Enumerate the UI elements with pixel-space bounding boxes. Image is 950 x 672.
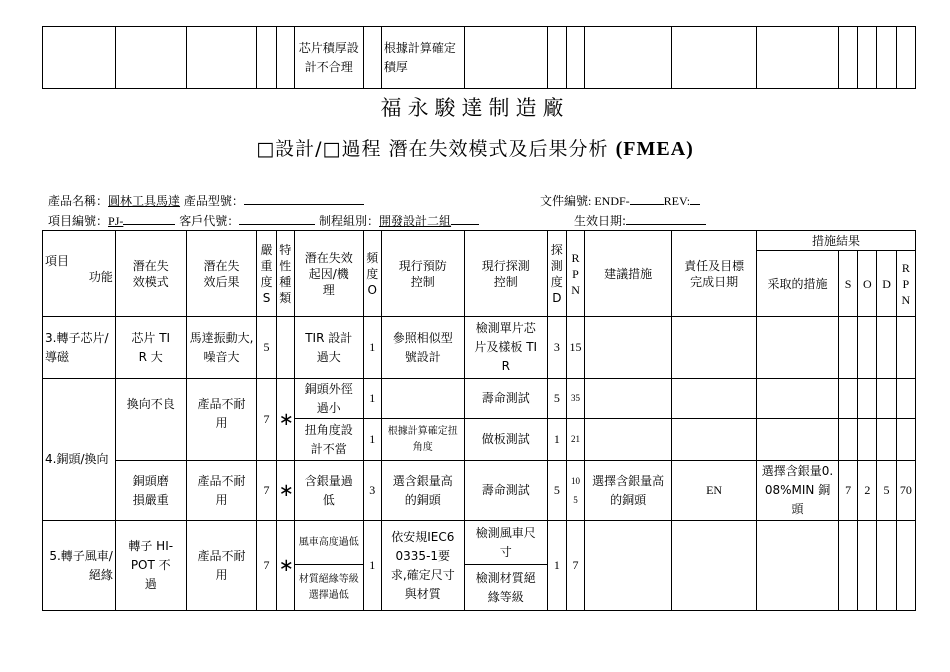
header-detection-control: 現行探測控制 bbox=[464, 231, 547, 317]
header-recommended: 建議措施 bbox=[585, 231, 672, 317]
table-row: 4.銅頭/換向 換向不良 產品不耐用 7 ∗ 銅頭外徑過小 1 壽命測試 5 35 bbox=[43, 379, 916, 419]
header-prevention: 現行預防控制 bbox=[381, 231, 464, 317]
document-title bbox=[0, 134, 950, 161]
header-responsibility: 責任及目標完成日期 bbox=[672, 231, 757, 317]
table-row: 材質絕緣等級選擇過低 檢測材質絕緣等級 bbox=[43, 565, 916, 611]
header-item: 項目 功能 bbox=[43, 231, 116, 317]
table-row: 5.轉子風車/絕緣 轉子 HI-POT 不過 產品不耐用 7 ∗ 風車高度過低 1 依安規IEC60335-1要求,確定尺寸與材質 檢測風車尺寸 1 7 bbox=[43, 521, 916, 565]
team-value: 開發設計二組 bbox=[379, 214, 452, 228]
previous-page-row bbox=[43, 27, 916, 89]
previous-page-table bbox=[42, 26, 916, 89]
table-row: 扭角度設計不當 1 根據計算確定扭角度 做板測試 1 21 bbox=[43, 419, 916, 461]
header-severity: 嚴重度S bbox=[257, 231, 276, 317]
product-model-blank bbox=[244, 193, 364, 205]
special-characteristic-icon: ∗ bbox=[276, 461, 294, 521]
header-d: D bbox=[877, 251, 896, 317]
header-row-1 bbox=[43, 231, 916, 251]
title-design: 設計/ bbox=[275, 138, 323, 160]
header-special: 特性種類 bbox=[276, 231, 294, 317]
header-o: O bbox=[858, 251, 877, 317]
doc-no-line: 文件編號: ENDF- REV: bbox=[540, 192, 700, 209]
process-checkbox[interactable]: □ bbox=[322, 138, 342, 160]
header-cause: 潛在失效起因/機理 bbox=[294, 231, 363, 317]
header-rpn2: RPN bbox=[896, 251, 915, 317]
table-row: 銅頭磨損嚴重 產品不耐用 7 ∗ 含銀量過低 3 選含銀量高的銅頭 壽命測試 5 105 選擇含銀量高的銅頭 EN 選擇含銀量0.08%MIN 銅頭 7 2 5 70 bbox=[43, 461, 916, 521]
title-abbr: (FMEA) bbox=[615, 138, 694, 160]
header-action-taken: 采取的措施 bbox=[757, 251, 839, 317]
project-no-value: PJ- bbox=[108, 214, 124, 228]
header-failure-mode: 潛在失效模式 bbox=[115, 231, 186, 317]
special-characteristic-icon: ∗ bbox=[276, 521, 294, 611]
company-name: 福永駿達制造廠 bbox=[380, 96, 570, 120]
header-detection: 探測度D bbox=[547, 231, 566, 317]
header-s: S bbox=[838, 251, 857, 317]
title-process: 過程 潛在失效模式及后果分析 bbox=[341, 138, 609, 160]
effective-date-line: 生效日期: bbox=[574, 212, 706, 229]
product-name-value: 圓林工具馬達 bbox=[108, 194, 181, 208]
header-effect: 潛在失效后果 bbox=[186, 231, 257, 317]
prevention-cell: 根據計算確定積厚 bbox=[381, 27, 464, 89]
header-results: 措施結果 bbox=[757, 231, 916, 251]
project-no-line: 項目編號：PJ- 客戶代號： 制程組別：開發設計二組 bbox=[48, 212, 479, 229]
cause-cell: 芯片積厚設計不合理 bbox=[294, 27, 363, 89]
special-characteristic-icon: ∗ bbox=[276, 379, 294, 461]
design-checkbox[interactable]: □ bbox=[256, 138, 276, 160]
fmea-table bbox=[42, 230, 916, 611]
header-rpn: RPN bbox=[566, 231, 584, 317]
header-occurrence: 頻度O bbox=[363, 231, 381, 317]
table-row: 3.轉子芯片/導磁 芯片 TIR 大 馬達振動大,噪音大 5 TIR 設計過大 1 參照相似型號設計 檢測單片芯片及樣板 TIR 3 15 bbox=[43, 317, 916, 379]
product-name-line: 產品名稱：圓林工具馬達 產品型號： bbox=[48, 192, 364, 209]
